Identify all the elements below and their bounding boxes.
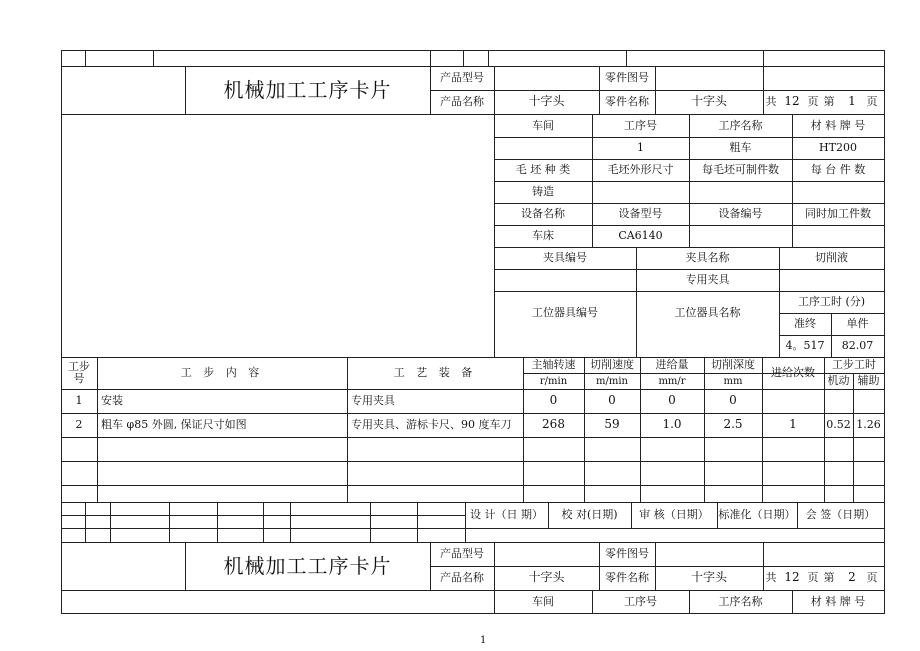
page-unit: 页 xyxy=(866,570,878,584)
process-no-label: 工序号 xyxy=(624,118,657,132)
unit-time-value: 82.07 xyxy=(841,338,874,352)
total-label: 共 xyxy=(765,570,777,584)
step-depth: 0 xyxy=(729,393,737,408)
fixture-name-value: 专用夹具 xyxy=(685,272,730,286)
part-drawing-label: 零件图号 xyxy=(605,70,649,84)
rule-line xyxy=(153,50,154,67)
process-name-value: 粗车 xyxy=(729,140,752,154)
station-tool-no-label: 工位器具编号 xyxy=(532,305,598,319)
blank-size-label: 毛坯外形尺寸 xyxy=(607,162,674,176)
step-spindle: 0 xyxy=(549,393,558,408)
rule-line xyxy=(263,502,264,543)
rule-line xyxy=(488,50,489,67)
step-equipment: 专用夹具、游标卡尺、90 度车刀 xyxy=(351,417,512,431)
per-blank-label: 每毛坯可制件数 xyxy=(702,162,779,176)
step-feed: 0 xyxy=(668,393,676,408)
prep-time-value: 4。517 xyxy=(785,338,825,352)
process-name-label: 工序名称 xyxy=(718,594,763,608)
product-type-label: 产品型号 xyxy=(440,546,484,560)
station-tool-name-label: 工位器具名称 xyxy=(674,305,741,319)
part-drawing-value xyxy=(655,66,763,90)
equipment-header: 工 艺 装 备 xyxy=(393,365,477,379)
per-machine-label: 每 台 件 数 xyxy=(810,162,866,176)
page-unit: 页 xyxy=(866,94,878,108)
feed-unit: mm/r xyxy=(658,375,686,387)
step-no-header xyxy=(61,357,97,389)
coolant-label: 切削液 xyxy=(815,250,848,264)
cut-speed-unit: m/min xyxy=(596,375,628,387)
workshop-label: 车间 xyxy=(532,594,554,608)
page-unit: 页 xyxy=(807,94,819,108)
rule-line xyxy=(85,50,86,67)
part-name-value: 十字头 xyxy=(690,94,727,109)
fixture-name-label: 夹具名称 xyxy=(685,250,730,264)
rule-line xyxy=(290,502,291,543)
step-machine-time xyxy=(824,389,853,413)
step-aux-time: 1.26 xyxy=(856,417,881,431)
feed-header: 进给量 xyxy=(655,357,689,371)
design-signoff: 设 计（日 期） xyxy=(470,507,543,521)
rule-line xyxy=(61,515,466,516)
equip-name-label: 设备名称 xyxy=(521,206,565,220)
countersign-signoff: 会 签（日期） xyxy=(805,507,876,521)
rule-line xyxy=(61,528,885,529)
product-name-label: 产品名称 xyxy=(440,94,484,108)
process-no-label: 工序号 xyxy=(624,594,657,608)
footer-page-number: 1 xyxy=(480,635,487,646)
process-name-label: 工序名称 xyxy=(718,118,763,132)
page-unit: 页 xyxy=(807,570,819,584)
rule-line xyxy=(763,50,764,67)
product-type-label: 产品型号 xyxy=(440,70,484,84)
product-name-value: 十字头 xyxy=(528,570,565,585)
blank-type-value: 铸造 xyxy=(532,184,554,198)
page-number: 2 xyxy=(848,570,856,585)
prep-time-label: 准终 xyxy=(794,316,816,330)
rule-line xyxy=(169,502,170,543)
product-name-value: 十字头 xyxy=(528,94,565,109)
depth-unit: mm xyxy=(723,375,743,387)
fixture-no-label: 夹具编号 xyxy=(543,250,587,264)
page-number: 1 xyxy=(848,94,856,109)
step-speed: 0 xyxy=(608,393,616,408)
part-name-label: 零件名称 xyxy=(605,94,649,108)
page-label: 第 xyxy=(823,570,835,584)
step-time-header: 工步工时 xyxy=(832,357,876,371)
workshop-label: 车间 xyxy=(532,118,554,132)
step-equipment: 专用夹具 xyxy=(351,393,395,407)
product-name-label: 产品名称 xyxy=(440,570,484,584)
material-label: 材 料 牌 号 xyxy=(810,118,866,132)
rule-line xyxy=(430,50,431,67)
step-aux-time xyxy=(853,389,884,413)
step-content: 安装 xyxy=(101,393,123,407)
rule-line xyxy=(85,502,86,543)
review-signoff: 审 核（日期） xyxy=(639,507,709,521)
rule-line xyxy=(463,50,464,67)
total-pages: 12 xyxy=(784,570,800,585)
check-signoff: 校 对(日期) xyxy=(561,507,618,521)
product-type-value xyxy=(494,66,599,90)
passes-header: 进给次数 xyxy=(771,365,815,379)
step-no-header-text: 工步号 xyxy=(68,359,90,385)
step-machine-time: 0.52 xyxy=(826,417,851,431)
process-no-value: 1 xyxy=(637,140,644,154)
machine-time-header: 机动 xyxy=(827,373,850,387)
rule-line xyxy=(884,50,885,614)
depth-header: 切削深度 xyxy=(711,357,755,371)
rule-line xyxy=(626,50,627,67)
step-spindle: 268 xyxy=(542,417,565,432)
page-label: 第 xyxy=(823,94,835,108)
part-name-label: 零件名称 xyxy=(605,570,649,584)
card-title: 机械加工工序卡片 xyxy=(223,554,392,578)
equip-model-value: CA6140 xyxy=(618,228,663,242)
simul-label: 同时加工件数 xyxy=(805,206,871,220)
rule-line xyxy=(61,613,885,614)
step-no: 1 xyxy=(75,393,83,407)
step-passes: 1 xyxy=(789,417,797,432)
unit-time-label: 单件 xyxy=(846,316,869,330)
equip-model-label: 设备型号 xyxy=(618,206,663,220)
step-content: 粗车 φ85 外圆, 保证尺寸如图 xyxy=(101,417,247,431)
step-content-header: 工 步 内 容 xyxy=(180,365,264,379)
blank-type-label: 毛 坯 种 类 xyxy=(515,162,571,176)
rule-line xyxy=(110,502,111,543)
part-name-value: 十字头 xyxy=(690,570,727,585)
total-label: 共 xyxy=(765,94,777,108)
rule-line xyxy=(61,50,885,51)
equip-name-value: 车床 xyxy=(532,228,554,242)
step-no: 2 xyxy=(75,417,83,431)
part-drawing-label: 零件图号 xyxy=(605,546,649,560)
rule-line xyxy=(370,502,371,543)
process-time-label: 工序工时 (分) xyxy=(797,294,866,308)
material-value: HT200 xyxy=(819,140,857,154)
spindle-unit: r/min xyxy=(539,375,568,387)
step-depth: 2.5 xyxy=(723,417,743,432)
step-speed: 59 xyxy=(604,417,620,432)
workshop-value xyxy=(494,137,592,159)
cut-speed-header: 切削速度 xyxy=(590,357,634,371)
material-label: 材 料 牌 号 xyxy=(810,594,866,608)
drawing-area xyxy=(61,115,494,357)
rule-line xyxy=(417,502,418,543)
spindle-header: 主轴转速 xyxy=(531,357,576,371)
step-passes xyxy=(762,389,824,413)
equip-no-label: 设备编号 xyxy=(718,206,763,220)
total-pages: 12 xyxy=(784,94,800,109)
aux-time-header: 辅助 xyxy=(857,373,880,387)
rule-line xyxy=(217,502,218,543)
step-feed: 1.0 xyxy=(662,417,682,432)
card-title: 机械加工工序卡片 xyxy=(223,78,392,102)
standardization-signoff: 标准化（日期） xyxy=(718,507,796,521)
